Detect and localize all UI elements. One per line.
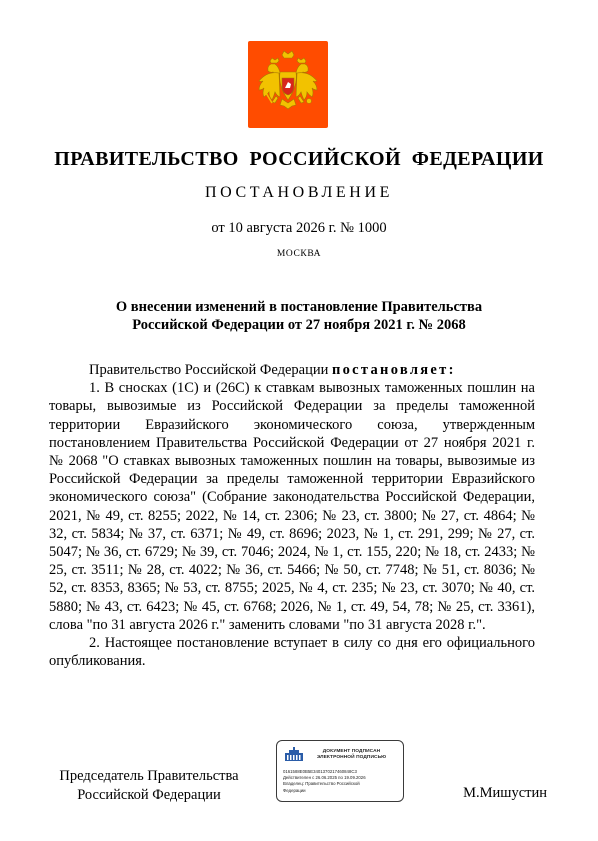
body-intro bbox=[49, 361, 535, 379]
stamp-certificate-serial: 0161588E0B5E3401370217460848C3 bbox=[283, 769, 357, 774]
government-building-icon bbox=[283, 747, 305, 763]
document-type: ПОСТАНОВЛЕНИЕ bbox=[205, 184, 393, 201]
electronic-signature-stamp bbox=[276, 740, 404, 802]
intro-resolves: постановляет: bbox=[331, 362, 456, 378]
subject-line-1: О внесении изменений в постановление Правительства bbox=[115, 299, 483, 315]
stamp-heading-line-2: ЭЛЕКТРОННОЙ ПОДПИСЬЮ bbox=[316, 754, 387, 760]
document-city: МОСКВА bbox=[276, 249, 322, 259]
body-item-1: 1. В сносках (1С) и (26С) к ставкам вывозных таможенных пошлин на товары, вывозимые из Российской Федерации за пределы таможенной территории Евразийского экономического союза, утвержденным постановлением Правительства Российской Федерации от 27 ноября 2021 г. № 2068 "О ставках вывозных таможенных пошлин на товары, вывозимые из Российской Федерации за пределы таможенной территории Евразийского экономического союза" (Собрание законодательства Российской Федерации, 2021, № 49, ст. 8255; 2022, № 14, ст. 2306; № 23, ст. 3800; № 27, ст. 4864; № 32, ст. 5834; № 37, ст. 6371; № 49, ст. 8696; 2023, № 1, ст. 291, 299; № 27, ст. 5047; № 36, ст. 6729; № 39, ст. 7046; 2024, № 1, ст. 155, 220; № 18, ст. 2433; № 25, ст. 3511; № 28, ст. 4022; № 36, ст. 5466; № 50, ст. 7748; № 51, ст. 8036; № 52, ст. 8353, 8365; № 53, ст. 8755; 2025, № 4, ст. 235; № 23, ст. 3070; № 40, ст. 5880; № 43, ст. 6423; № 45, ст. 6768; 2026, № 1, ст. 49, 54, 78; № 25, ст. 3361), слова "по 31 августа 2026 г." заменить словами "по 31 августа 2028 г.". bbox=[49, 380, 535, 633]
subject-line-2: Российской Федерации от 27 ноября 2021 г. № 2068 bbox=[132, 317, 466, 333]
intro-text: Правительство Российской Федерации bbox=[89, 362, 332, 378]
stamp-heading bbox=[305, 749, 398, 761]
signer-position-line-2: Российской Федерации bbox=[77, 786, 221, 803]
document-date-number: от 10 августа 2026 г. № 1000 bbox=[211, 220, 387, 236]
coat-of-arms-emblem bbox=[248, 41, 328, 128]
document-subject bbox=[60, 298, 538, 334]
government-name: ПРАВИТЕЛЬСТВО РОССИЙСКОЙ ФЕДЕРАЦИИ bbox=[54, 148, 544, 170]
stamp-owner-line-2: Федерации bbox=[283, 787, 306, 793]
stamp-header bbox=[283, 745, 398, 764]
stamp-heading-line-1: ДОКУМЕНТ ПОДПИСАН bbox=[322, 748, 381, 754]
signer-position-line-1: Председатель Правительства bbox=[59, 768, 239, 784]
document-body bbox=[49, 361, 535, 670]
stamp-owner: Владелец: Правительство Российской bbox=[283, 781, 360, 787]
signer-position bbox=[49, 767, 249, 804]
stamp-validity: Действителен с 26.06.2025 по 19.09.2026 bbox=[283, 775, 366, 781]
double-headed-eagle-icon bbox=[248, 41, 328, 128]
body-item-2: 2. Настоящее постановление вступает в силу со дня его официального опубликования. bbox=[49, 635, 535, 670]
signer-name: М.Мишустин bbox=[463, 785, 547, 801]
